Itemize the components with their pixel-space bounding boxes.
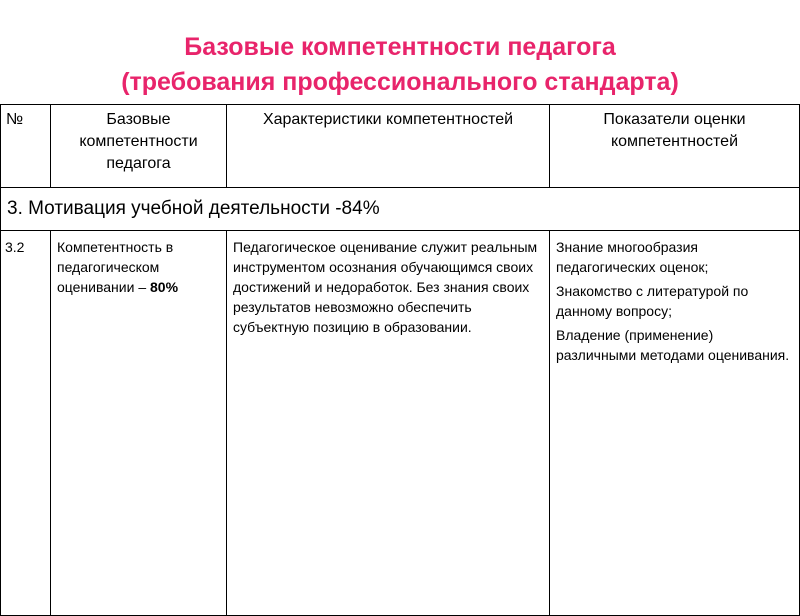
table-header-row bbox=[1, 105, 800, 188]
row-competence bbox=[51, 231, 227, 616]
header-competence: Базовые компетентности педагога bbox=[51, 105, 227, 188]
indicator-item: Знание многообразия педагогических оценок; bbox=[556, 239, 709, 275]
header-characteristics: Характеристики компетентностей bbox=[227, 105, 550, 188]
indicator-item: Знакомство с литературой по данному вопросу; bbox=[556, 283, 749, 319]
header-number: № bbox=[1, 105, 51, 188]
title-line-2: (требования профессионального стандарта) bbox=[121, 68, 679, 96]
row-number: 3.2 bbox=[1, 231, 51, 616]
indicator-item: Владение (применение) различными методами оценивания. bbox=[556, 327, 790, 363]
competence-table bbox=[0, 104, 800, 616]
section-row bbox=[1, 188, 800, 231]
table-row bbox=[1, 231, 800, 616]
header-indicators: Показатели оценки компетентностей bbox=[550, 105, 800, 188]
competence-text: Компетентность в педагогическом оценивании – bbox=[57, 239, 174, 295]
row-characteristic: Педагогическое оценивание служит реальным инструментом осознания обучающимся своих достижений и недоработок. Без знания своих результатов невозможно обеспечить субъектную позицию в образовании. bbox=[227, 231, 550, 616]
row-indicators bbox=[550, 231, 800, 616]
title-line-1: Базовые компетентности педагога bbox=[184, 33, 616, 61]
competence-percent: 80% bbox=[150, 279, 179, 295]
page-title bbox=[0, 30, 800, 100]
section-title: 3. Мотивация учебной деятельности -84% bbox=[1, 188, 800, 231]
